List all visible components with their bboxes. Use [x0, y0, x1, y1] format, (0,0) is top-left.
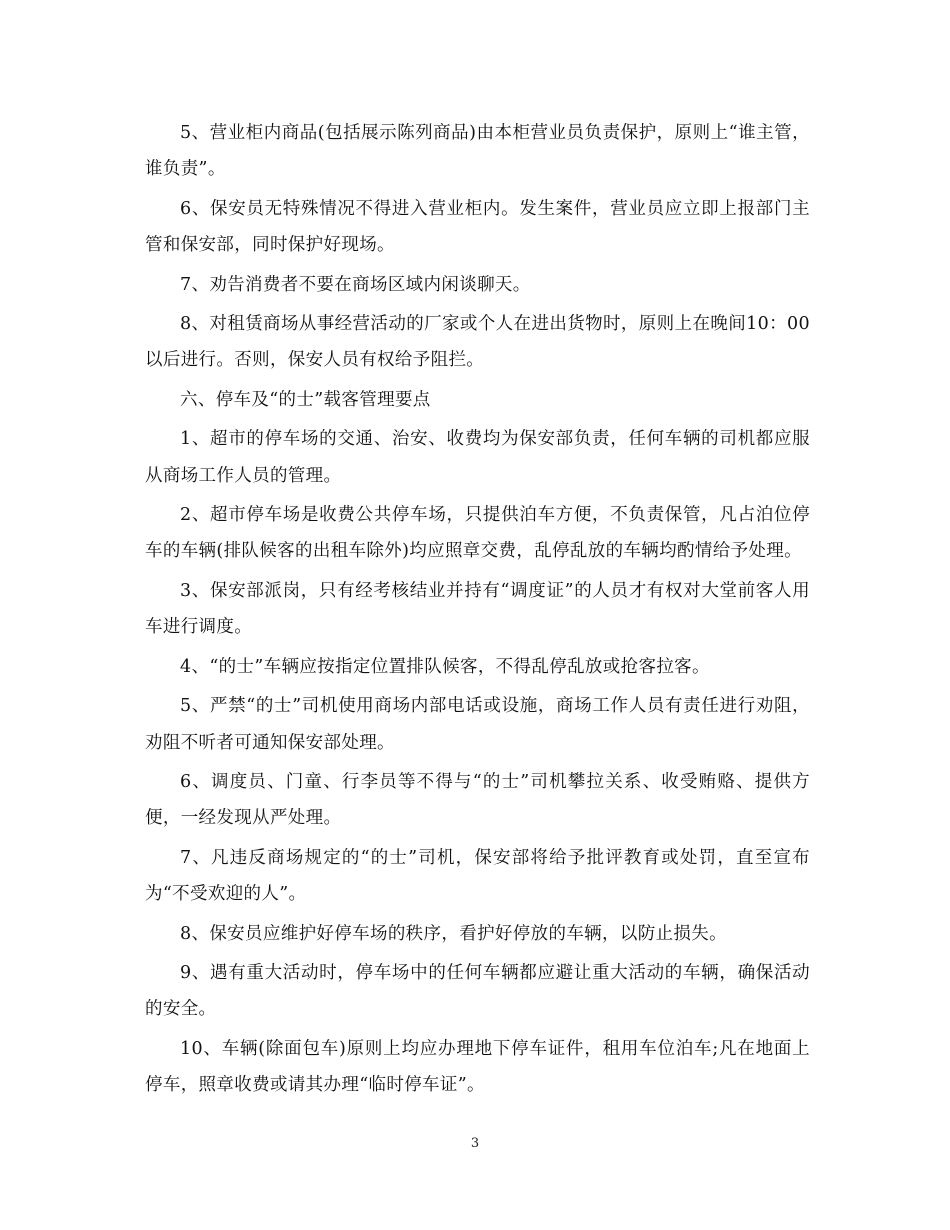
- section-heading-parking: 六、停车及“的士”载客管理要点: [180, 389, 431, 410]
- paragraph-parking-1: 1、超市的停车场的交通、治安、收费均为保安部负责，任何车辆的司机都应服从商场工作人员的管理。: [145, 429, 810, 486]
- paragraph-parking-6: 6、调度员、门童、行李员等不得与“的士”司机攀拉关系、收受贿赂、提供方便，一经发现从严处理。: [145, 771, 810, 829]
- document-body: [145, 115, 810, 1107]
- paragraph-parking-3: 3、保安部派岗，只有经考核结业并持有“调度证”的人员才有权对大堂前客人用车进行调度。: [145, 580, 810, 638]
- paragraph-parking-8: 8、保安员应维护好停车场的秩序，看护好停放的车辆，以防止损失。: [180, 923, 727, 944]
- paragraph-item-8-delivery: 8、对租赁商场从事经营活动的厂家或个人在进出货物时，原则上在晚间10：00以后进行。否则，保安人员有权给予阻拦。: [145, 314, 810, 371]
- paragraph-item-6-counter-entry: 6、保安员无特殊情况不得进入营业柜内。发生案件，营业员应立即上报部门主管和保安部，同时保护好现场。: [145, 198, 810, 256]
- paragraph-parking-4: 4、“的士”车辆应按指定位置排队候客，不得乱停乱放或抢客拉客。: [180, 656, 710, 677]
- page-number: 3: [470, 1136, 480, 1151]
- paragraph-parking-5: 5、严禁“的士”司机使用商场内部电话或设施，商场工作人员有责任进行劝阻，劝阻不听者可通知保安部处理。: [145, 696, 810, 753]
- paragraph-parking-7: 7、凡违反商场规定的“的士”司机，保安部将给予批评教育或处罚，直至宣布为“不受欢迎的人”。: [145, 847, 810, 905]
- paragraph-item-5-merchandise: 5、营业柜内商品(包括展示陈列商品)由本柜营业员负责保护，原则上“谁主管，谁负责”。: [145, 123, 810, 180]
- paragraph-parking-10: 10、车辆(除面包车)原则上均应办理地下停车证件，租用车位泊车;凡在地面上停车，照章收费或请其办理“临时停车证”。: [145, 1038, 810, 1096]
- paragraph-item-7-chatting: 7、劝告消费者不要在商场区域内闲谈聊天。: [180, 274, 531, 295]
- paragraph-parking-9: 9、遇有重大活动时，停车场中的任何车辆都应避让重大活动的车辆，确保活动的安全。: [145, 962, 810, 1020]
- paragraph-parking-2: 2、超市停车场是收费公共停车场，只提供泊车方便，不负责保管，凡占泊位停车的车辆(排队候客的出租车除外)均应照章交费，乱停乱放的车辆均酌情给予处理。: [145, 505, 810, 562]
